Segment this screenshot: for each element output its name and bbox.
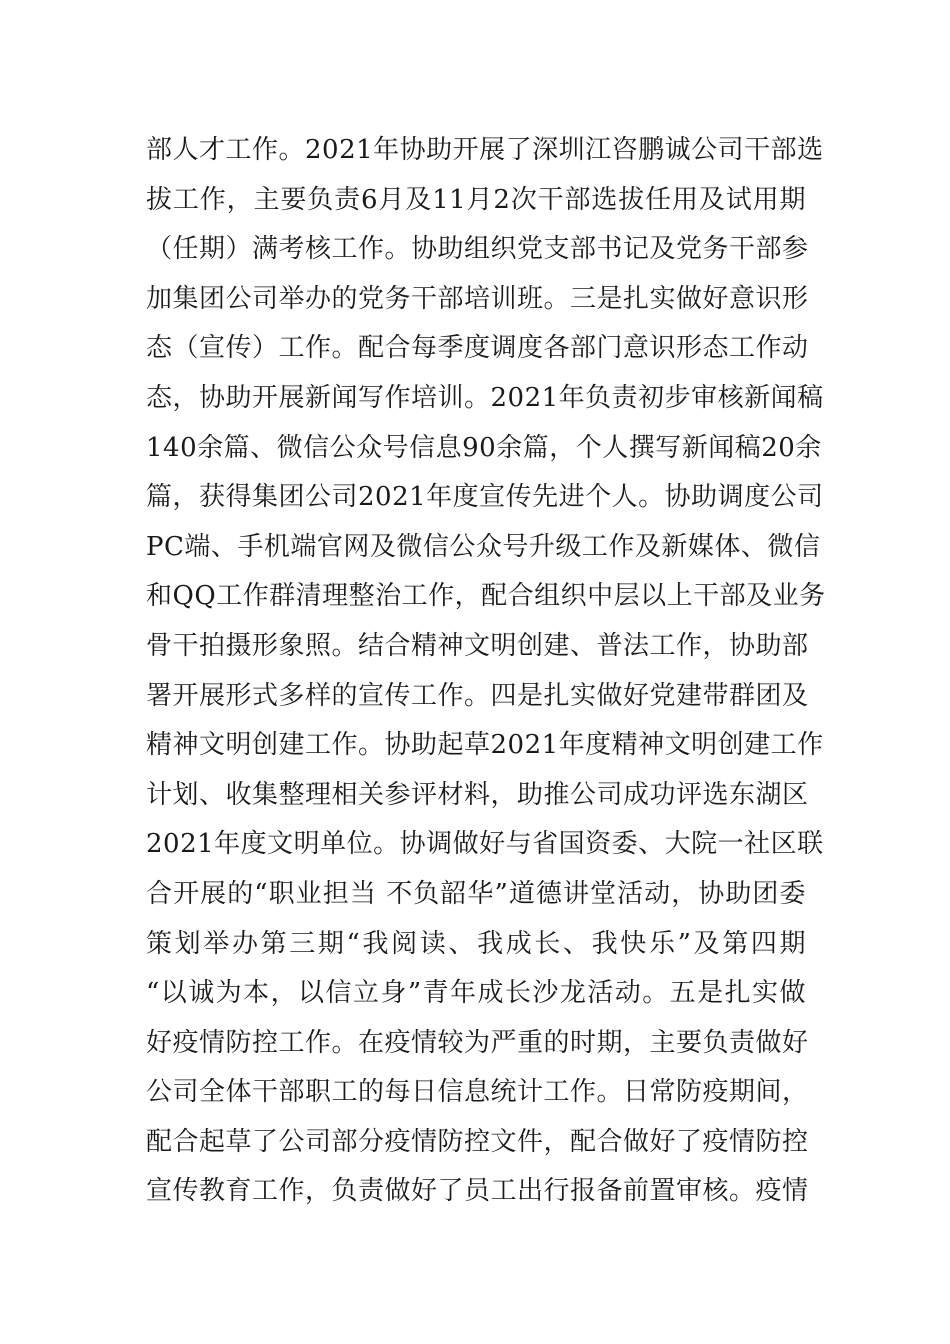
text-line: 公司全体干部职工的每日信息统计工作。日常防疫期间， xyxy=(146,1077,809,1108)
text-line: 加集团公司举办的党务干部培训班。三是扎实做好意识形 xyxy=(146,283,809,314)
text-line: 拔工作，主要负责6月及11月2次干部选拔任用及试用期 xyxy=(146,184,806,215)
text-line: “以诚为本，以信立身”青年成长沙龙活动。五是扎实做 xyxy=(146,978,806,1009)
text-line: 精神文明创建工作。协助起草2021年度精神文明创建工作 xyxy=(146,730,824,761)
text-line: 篇，获得集团公司2021年度宣传先进个人。协助调度公司 xyxy=(146,482,824,513)
text-line: PC端、手机端官网及微信公众号升级工作及新媒体、微信 xyxy=(146,531,821,562)
text-line: 和QQ工作群清理整治工作，配合组织中层以上干部及业务 xyxy=(146,581,826,612)
text-line: 140余篇、微信公众号信息90余篇，个人撰写新闻稿20余 xyxy=(146,432,822,463)
text-line: 宣传教育工作，负责做好了员工出行报备前置审核。疫情 xyxy=(146,1176,809,1207)
text-line: 计划、收集整理相关参评材料，助推公司成功评选东湖区 xyxy=(146,779,809,810)
text-line: 态，协助开展新闻写作培训。2021年负责初步审核新闻稿 xyxy=(146,382,824,413)
text-line: 部人才工作。2021年协助开展了深圳江咨鹏诚公司干部选 xyxy=(146,135,824,165)
text-line: 署开展形式多样的宣传工作。四是扎实做好党建带群团及 xyxy=(146,680,809,711)
text-line: 配合起草了公司部分疫情防控文件，配合做好了疫情防控 xyxy=(146,1126,809,1157)
text-line: （任期）满考核工作。协助组织党支部书记及党务干部参 xyxy=(146,234,809,265)
text-line: 骨干拍摄形象照。结合精神文明创建、普法工作，协助部 xyxy=(146,630,809,661)
text-line: 策划举办第三期“我阅读、我成长、我快乐”及第四期 xyxy=(146,928,806,959)
text-line: 态（宣传）工作。配合每季度调度各部门意识形态工作动 xyxy=(146,333,809,364)
text-line: 2021年度文明单位。协调做好与省国资委、大院一社区联 xyxy=(146,829,824,860)
text-line: 合开展的“职业担当 不负韶华”道德讲堂活动，协助团委 xyxy=(146,878,806,909)
document-body xyxy=(146,126,826,1217)
text-line: 好疫情防控工作。在疫情较为严重的时期，主要负责做好 xyxy=(146,1027,809,1058)
